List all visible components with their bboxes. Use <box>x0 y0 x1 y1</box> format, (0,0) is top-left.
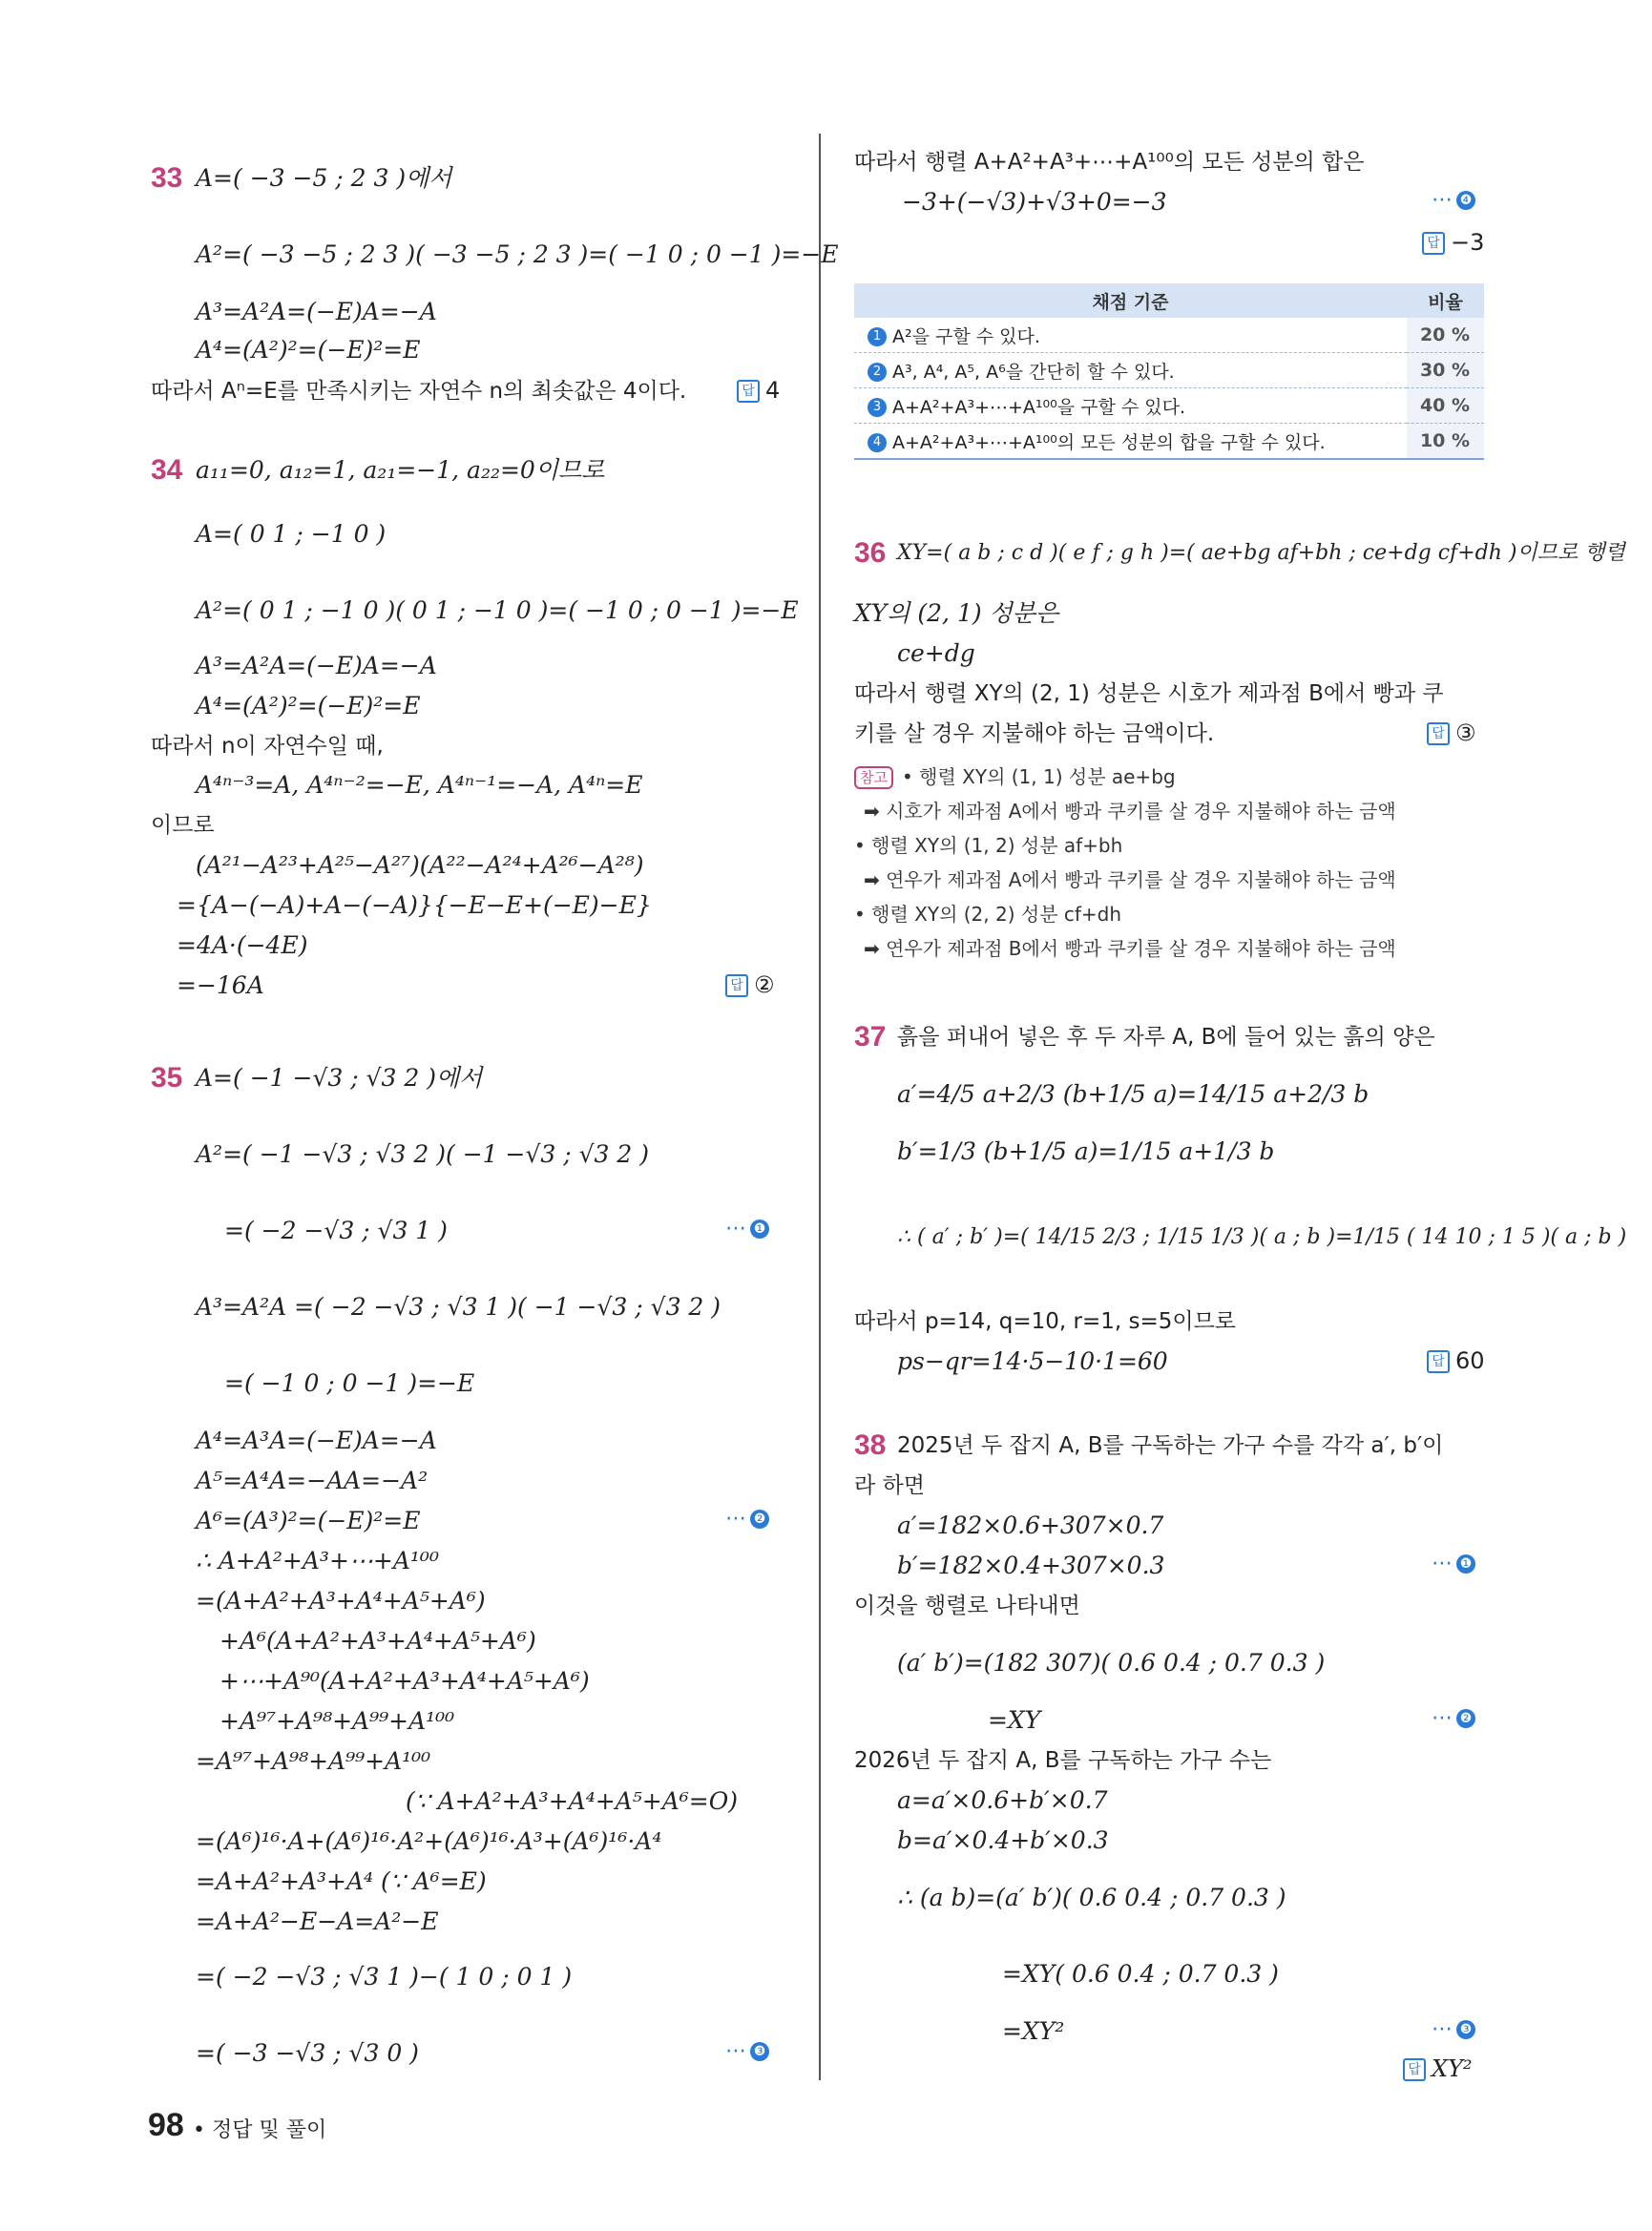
step-number-icon: 2 <box>868 363 887 382</box>
q35-step-mark-4: ⋯ ❹ <box>1432 188 1475 212</box>
note-line-4: • 행렬 XY의 (2, 2) 성분 cf+dh <box>854 903 1122 926</box>
q35-line-9: =(A+A²+A³+A⁴+A⁵+A⁶) <box>196 1587 486 1615</box>
q35-line-8: ∴ A+A²+A³+⋯+A¹⁰⁰ <box>196 1547 439 1574</box>
table-row <box>854 424 1484 460</box>
q38-line-10: ∴ (a b)=(a′ b′)( 0.6 0.4 ; 0.7 0.3 ) <box>897 1884 1286 1911</box>
answer-icon: 답 <box>725 974 748 997</box>
q34-line-7: 이므로 <box>151 813 215 838</box>
grading-criteria-text: A²을 구할 수 있다. <box>892 325 1040 347</box>
q38-line-8: a=a′×0.6+b′×0.7 <box>897 1786 1108 1814</box>
q33-answer <box>737 377 780 404</box>
q38-line-2: a′=182×0.6+307×0.7 <box>897 1512 1164 1539</box>
q35-step-mark-1: ⋯ ❶ <box>725 1217 769 1241</box>
note-line-3: ➡ 연우가 제과점 A에서 빵과 쿠키를 살 경우 지불해야 하는 금액 <box>864 868 1396 891</box>
q38-answer <box>1403 2055 1473 2082</box>
q35-line-19: =( −3 −√3 ; √3 0 ) <box>196 2039 419 2067</box>
q36-line-4: 키를 살 경우 지불해야 하는 금액이다. <box>854 721 1215 746</box>
q38-step-mark-2: ⋯ ❷ <box>1432 1706 1475 1730</box>
q36-line-2: ce+dg <box>897 639 975 667</box>
q37-line-3: ∴ ( a′ ; b′ )=( 14/15 2/3 ; 1/15 1/3 )( a ; b )=1/15 ( 14 10 ; 1 5 )( a ; b ) <box>897 1225 1627 1249</box>
q35-line-5: A⁴=A³A=(−E)A=−A <box>196 1427 437 1454</box>
q33-line-3: A⁴=(A²)²=(−E)²=E <box>196 336 421 364</box>
q34-line-1: A=( 0 1 ; −1 0 ) <box>196 520 387 548</box>
q35-line-12: +A⁹⁷+A⁹⁸+A⁹⁹+A¹⁰⁰ <box>220 1707 455 1735</box>
q35-line-0: A=( −1 −√3 ; √3 2 )에서 <box>196 1064 483 1092</box>
q33-conclusion: 따라서 Aⁿ=E를 만족시키는 자연수 n의 최솟값은 4이다. <box>151 379 687 404</box>
q38-line-3: b′=182×0.4+307×0.3 <box>897 1552 1165 1579</box>
note-line-1: ➡ 시호가 제과점 A에서 빵과 쿠키를 살 경우 지불해야 하는 금액 <box>864 800 1396 823</box>
q34-line-11: =−16A <box>177 971 264 999</box>
q37-line-4: 따라서 p=14, q=10, r=1, s=5이므로 <box>854 1309 1237 1334</box>
section-label: • 정답 및 풀이 <box>193 2118 327 2142</box>
q38-answer-value: XY² <box>1432 2055 1473 2082</box>
q35-answer-value: −3 <box>1451 229 1485 256</box>
note-tag: 참고 <box>854 766 893 789</box>
note-line-2: • 행렬 XY의 (1, 2) 성분 af+bh <box>854 834 1123 857</box>
q35-line-13: =A⁹⁷+A⁹⁸+A⁹⁹+A¹⁰⁰ <box>196 1747 431 1775</box>
q35-line-7: A⁶=(A³)²=(−E)²=E <box>196 1507 421 1534</box>
q36-answer-value: ③ <box>1455 719 1476 746</box>
q36-line-1: XY의 (2, 1) 성분은 <box>854 599 1059 627</box>
q34-line-6: A⁴ⁿ⁻³=A, A⁴ⁿ⁻²=−E, A⁴ⁿ⁻¹=−A, A⁴ⁿ=E <box>196 771 643 799</box>
grading-ratio: 40 % <box>1407 388 1484 424</box>
q38-step-mark-3: ⋯ ❸ <box>1432 2017 1475 2041</box>
q38-line-7: 2026년 두 잡지 A, B를 구독하는 가구 수는 <box>854 1748 1272 1773</box>
step-number-icon: 1 <box>868 327 887 346</box>
grading-criteria-text: A+A²+A³+⋯+A¹⁰⁰의 모든 성분의 합을 구할 수 있다. <box>892 431 1326 453</box>
q35-line-20: 따라서 행렬 A+A²+A³+⋯+A¹⁰⁰의 모든 성분의 합은 <box>854 150 1365 175</box>
q33-line-0: A=( −3 −5 ; 2 3 )에서 <box>196 164 452 192</box>
q35-line-15: =(A⁶)¹⁶·A+(A⁶)¹⁶·A²+(A⁶)¹⁶·A³+(A⁶)¹⁶·A⁴ <box>196 1827 662 1855</box>
q38-line-12: =XY² <box>1002 2017 1065 2045</box>
grading-criteria-text: A³, A⁴, A⁵, A⁶을 간단히 할 수 있다. <box>892 361 1175 383</box>
q35-line-17: =A+A²−E−A=A²−E <box>196 1908 439 1935</box>
q37-answer <box>1427 1347 1485 1374</box>
note-line-0: • 행렬 XY의 (1, 1) 성분 ae+bg <box>902 765 1176 788</box>
table-row <box>854 353 1484 388</box>
q34-line-5: 따라서 n이 자연수일 때, <box>151 734 384 759</box>
grading-ratio: 30 % <box>1407 353 1484 388</box>
grading-ratio: 10 % <box>1407 424 1484 460</box>
grading-table <box>854 283 1484 460</box>
q34-line-4: A⁴=(A²)²=(−E)²=E <box>196 692 421 719</box>
q37-answer-value: 60 <box>1455 1347 1485 1374</box>
q33-number: 33 <box>151 162 183 194</box>
q35-step-mark-2: ⋯ ❷ <box>725 1507 769 1531</box>
q35-line-1: A²=( −1 −√3 ; √3 2 )( −1 −√3 ; √3 2 ) <box>196 1140 649 1168</box>
q35-line-14: (∵ A+A²+A³+A⁴+A⁵+A⁶=O) <box>406 1787 738 1815</box>
q34-line-0: a₁₁=0, a₁₂=1, a₂₁=−1, a₂₂=0이므로 <box>196 456 605 484</box>
q38-line-9: b=a′×0.4+b′×0.3 <box>897 1826 1109 1854</box>
q38-line-4: 이것을 행렬로 나타내면 <box>854 1594 1080 1618</box>
q35-line-21: −3+(−√3)+√3+0=−3 <box>902 188 1167 216</box>
step-number-icon: 3 <box>868 398 887 417</box>
q34-answer <box>725 971 775 998</box>
answer-icon: 답 <box>737 380 760 403</box>
q38-line-0: 2025년 두 잡지 A, B를 구독하는 가구 수를 각각 a′, b′이 <box>897 1433 1444 1458</box>
q37-line-0: 흙을 퍼내어 넣은 후 두 자루 A, B에 들어 있는 흙의 양은 <box>897 1025 1435 1050</box>
q37-number: 37 <box>854 1021 887 1053</box>
q35-line-18: =( −2 −√3 ; √3 1 )−( 1 0 ; 0 1 ) <box>196 1963 573 1991</box>
q34-line-8: (A²¹−A²³+A²⁵−A²⁷)(A²²−A²⁴+A²⁶−A²⁸) <box>196 851 644 879</box>
table-row <box>854 388 1484 424</box>
q35-line-3: A³=A²A =( −2 −√3 ; √3 1 )( −1 −√3 ; √3 2 ) <box>196 1293 721 1321</box>
grading-ratio: 20 % <box>1407 318 1484 353</box>
answer-icon: 답 <box>1427 1350 1450 1373</box>
table-row <box>854 318 1484 353</box>
q35-step-mark-3: ⋯ ❸ <box>725 2039 769 2063</box>
grading-header-ratio: 비율 <box>1407 283 1484 318</box>
q35-line-2: =( −2 −√3 ; √3 1 ) <box>224 1217 448 1244</box>
q34-line-10: =4A·(−4E) <box>177 931 308 959</box>
q34-line-3: A³=A²A=(−E)A=−A <box>196 652 437 679</box>
q33-answer-value: 4 <box>765 377 781 404</box>
q34-number: 34 <box>151 454 183 486</box>
note-line-5: ➡ 연우가 제과점 B에서 빵과 쿠키를 살 경우 지불해야 하는 금액 <box>864 937 1396 960</box>
q34-answer-value: ② <box>754 971 775 998</box>
grading-criteria-text: A+A²+A³+⋯+A¹⁰⁰을 구할 수 있다. <box>892 396 1186 418</box>
q36-line-0: XY=( a b ; c d )( e f ; g h )=( ae+bg af+bh ; ce+dg cf+dh )이므로 행렬 <box>897 541 1625 565</box>
q37-line-5: ps−qr=14·5−10·1=60 <box>897 1347 1168 1375</box>
q35-number: 35 <box>151 1062 183 1094</box>
answer-icon: 답 <box>1403 2058 1426 2081</box>
q38-line-1: 라 하면 <box>854 1473 925 1498</box>
q35-line-16: =A+A²+A³+A⁴ (∵ A⁶=E) <box>196 1867 487 1895</box>
q33-line-1: A²=( −3 −5 ; 2 3 )( −3 −5 ; 2 3 )=( −1 0 ; 0 −1 )=−E <box>196 240 839 268</box>
q34-line-2: A²=( 0 1 ; −1 0 )( 0 1 ; −1 0 )=( −1 0 ; 0 −1 )=−E <box>196 596 799 624</box>
q33-line-2: A³=A²A=(−E)A=−A <box>196 298 437 325</box>
q35-line-4: =( −1 0 ; 0 −1 )=−E <box>224 1369 475 1397</box>
q37-line-1: a′=4/5 a+2/3 (b+1/5 a)=14/15 a+2/3 b <box>897 1080 1370 1108</box>
step-number-icon: 4 <box>868 433 887 452</box>
q38-line-6: =XY <box>988 1706 1041 1734</box>
q35-line-11: +⋯+A⁹⁰(A+A²+A³+A⁴+A⁵+A⁶) <box>220 1667 590 1695</box>
q38-line-5: (a′ b′)=(182 307)( 0.6 0.4 ; 0.7 0.3 ) <box>897 1649 1326 1677</box>
q35-answer <box>1422 229 1484 256</box>
answer-icon: 답 <box>1427 722 1450 745</box>
q38-step-mark-1: ⋯ ❶ <box>1432 1552 1475 1575</box>
q36-number: 36 <box>854 537 887 569</box>
q34-line-9: ={A−(−A)+A−(−A)}{−E−E+(−E)−E} <box>177 891 652 919</box>
page-number: 98 <box>148 2107 184 2143</box>
q37-line-2: b′=1/3 (b+1/5 a)=1/15 a+1/3 b <box>897 1137 1275 1165</box>
q35-line-6: A⁵=A⁴A=−AA=−A² <box>196 1467 429 1494</box>
column-divider <box>819 134 821 2080</box>
q35-line-10: +A⁶(A+A²+A³+A⁴+A⁵+A⁶) <box>220 1627 536 1655</box>
q38-number: 38 <box>854 1429 887 1461</box>
q36-line-3: 따라서 행렬 XY의 (2, 1) 성분은 시호가 제과점 B에서 빵과 쿠 <box>854 681 1444 706</box>
answer-icon: 답 <box>1422 232 1445 255</box>
q36-answer <box>1427 719 1476 746</box>
q38-line-11: =XY( 0.6 0.4 ; 0.7 0.3 ) <box>1002 1960 1279 1988</box>
grading-header-criteria: 채점 기준 <box>854 283 1407 318</box>
